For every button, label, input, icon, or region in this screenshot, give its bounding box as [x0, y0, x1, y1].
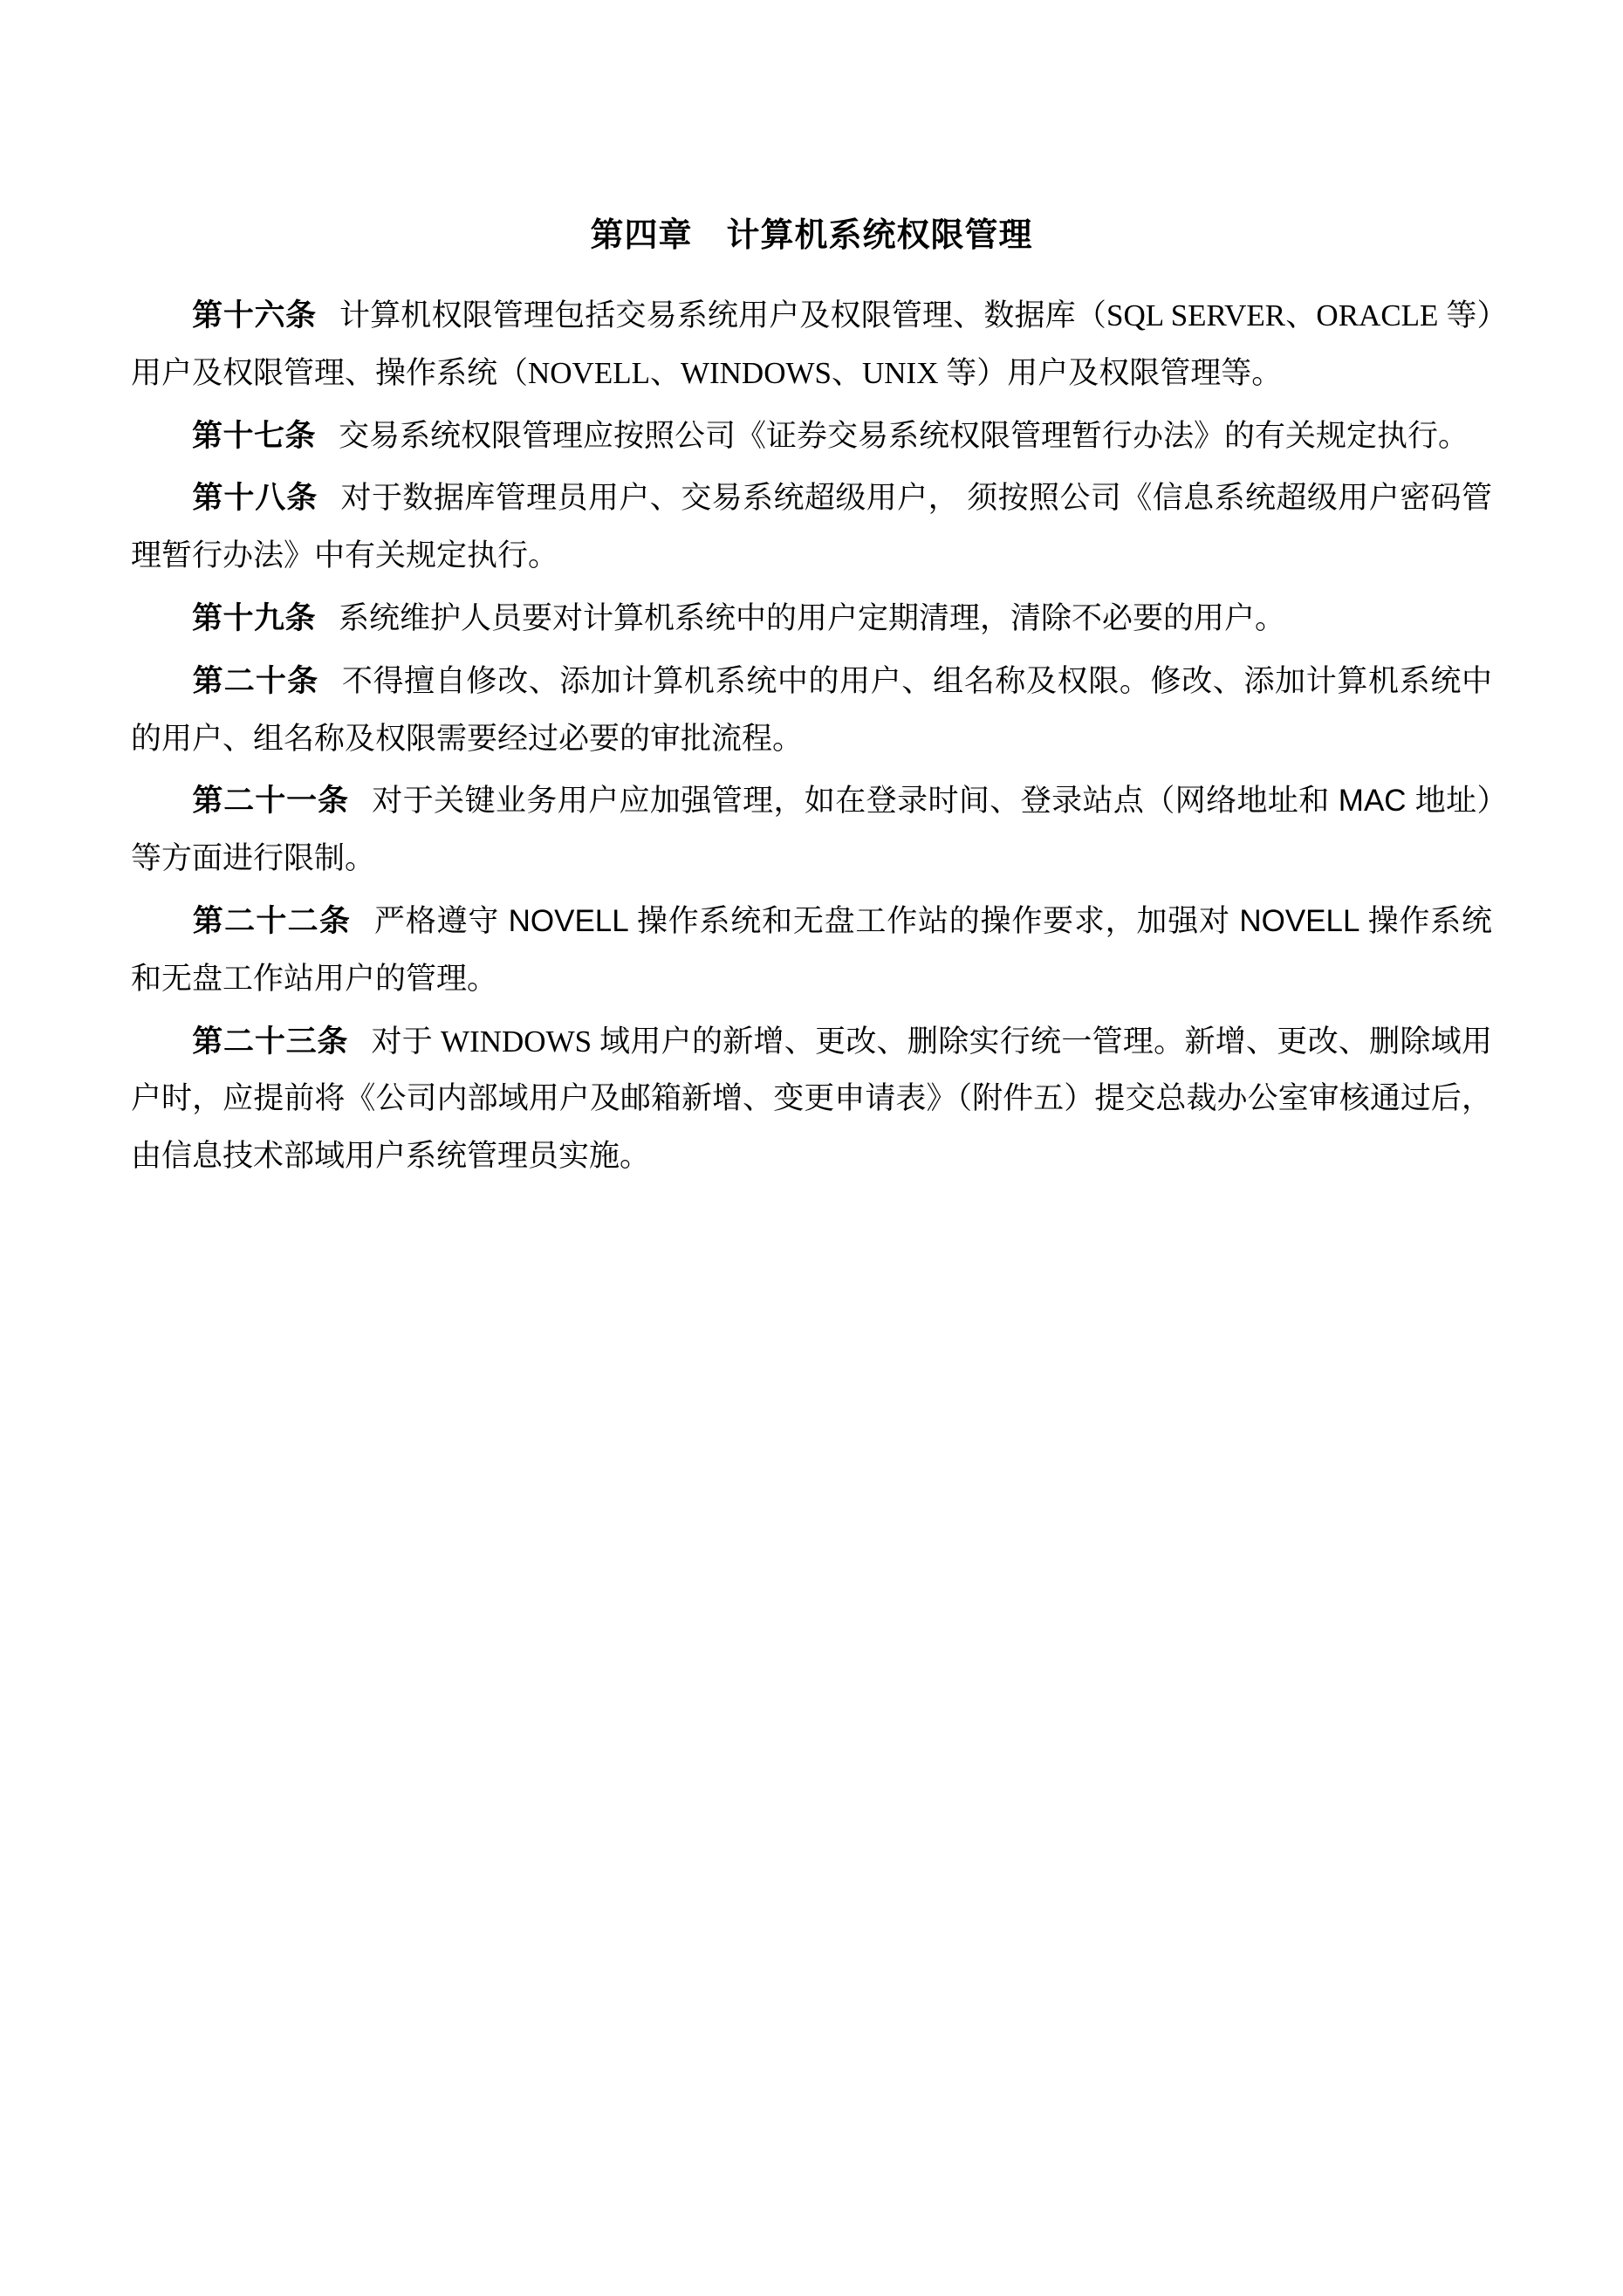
- article-text: 计算机权限管理包括交易系统用户及权限管理、数据库（SQL SERVER、ORACLE 等）用户及权限管理、操作系统（NOVELL、WINDOWS、UNIX 等）用户及权限管理等。: [131, 298, 1492, 390]
- article-label: 第十六条: [192, 298, 317, 332]
- article-text: 不得擅自修改、添加计算机系统中的用户、组名称及权限。修改、添加计算机系统中的用户、组名称及权限需要经过必要的审批流程。: [131, 663, 1492, 756]
- article-text: 系统维护人员要对计算机系统中的用户定期清理，清除不必要的用户。: [339, 600, 1286, 635]
- article-label: 第二十二条: [192, 903, 352, 938]
- article-paragraph: [131, 893, 1492, 1008]
- article-label: 第二十条: [192, 663, 319, 698]
- article-label: 第二十一条: [192, 784, 349, 819]
- article-text: 严格遵守 NOVELL 操作系统和无盘工作站的操作要求，加强对 NOVELL 操作系统和无盘工作站用户的管理。: [131, 903, 1492, 996]
- article-paragraph: [131, 653, 1492, 768]
- article-label: 第十九条: [192, 600, 317, 635]
- article-text: 交易系统权限管理应按照公司《证券交易系统权限管理暂行办法》的有关规定执行。: [339, 418, 1469, 453]
- article-label: 第十七条: [192, 418, 317, 453]
- article-text: 对于关键业务用户应加强管理，如在登录时间、登录站点（网络地址和 MAC 地址）等方面进行限制。: [131, 784, 1492, 876]
- article-paragraph: [131, 772, 1492, 888]
- article-label: 第十八条: [192, 481, 318, 516]
- document-body: [131, 287, 1492, 1185]
- article-paragraph: [131, 1013, 1492, 1185]
- page-title: 第四章 计算机系统权限管理: [590, 217, 1033, 254]
- article-paragraph: [131, 590, 1492, 648]
- article-paragraph: [131, 287, 1492, 402]
- article-label: 第二十三条: [192, 1024, 349, 1059]
- article-paragraph: [131, 469, 1492, 585]
- article-text: 对于 WINDOWS 域用户的新增、更改、删除实行统一管理。新增、更改、删除域用户时，应提前将《公司内部域用户及邮箱新增、变更申请表》（附件五）提交总裁办公室审核通过后，由信息技术部域用户系统管理员实施。: [131, 1024, 1492, 1174]
- article-text: 对于数据库管理员用户、交易系统超级用户， 须按照公司《信息系统超级用户密码管理暂行办法》中有关规定执行。: [131, 481, 1492, 573]
- article-paragraph: [131, 408, 1492, 465]
